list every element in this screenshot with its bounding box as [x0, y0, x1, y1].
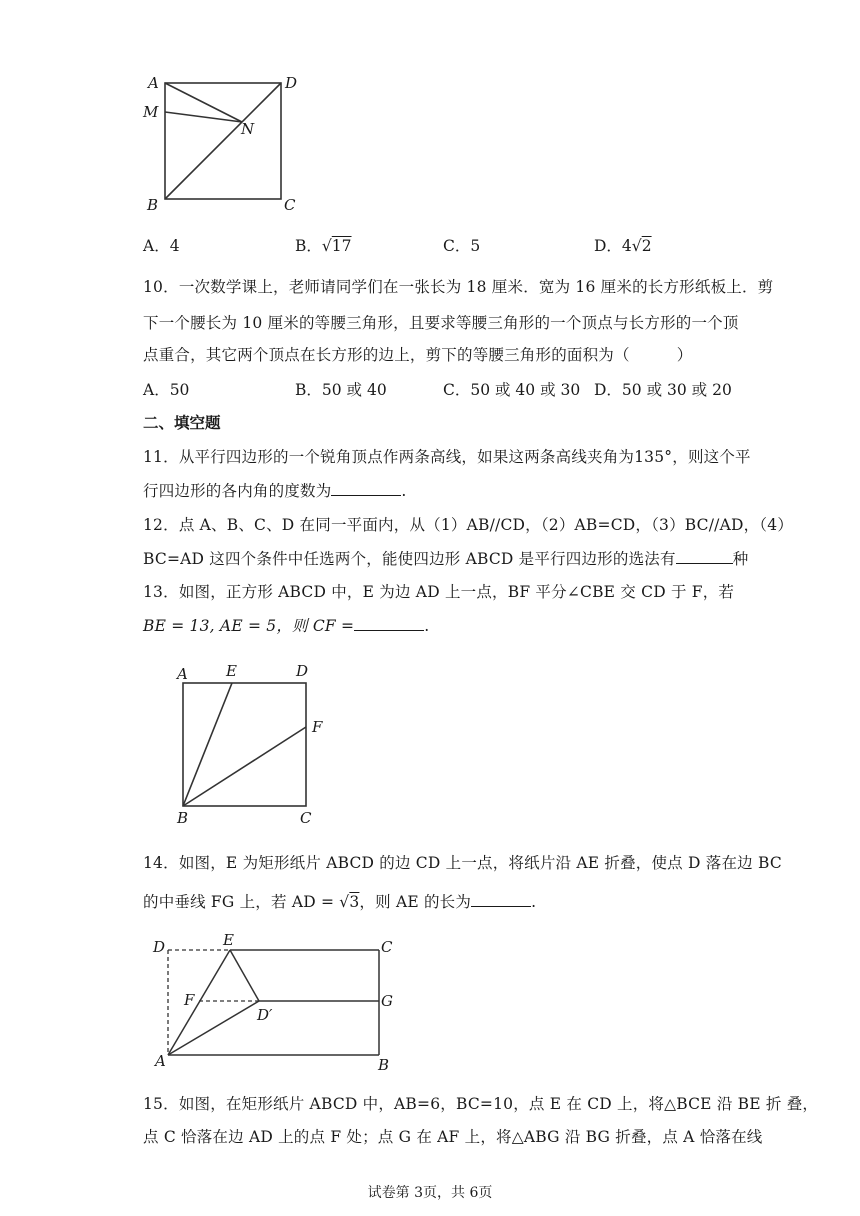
- segment-ed-prime: [230, 950, 259, 1001]
- diagonal-bd: [165, 83, 281, 199]
- square-abcd-2: [183, 683, 306, 806]
- q11-answer-blank[interactable]: [331, 481, 401, 496]
- q9-option-b: B．√17: [295, 237, 352, 255]
- segment-be: [183, 683, 232, 806]
- label-m: M: [143, 103, 159, 121]
- segment-bf: [183, 727, 306, 806]
- label-b-2: B: [177, 809, 189, 827]
- label-a: A: [148, 74, 159, 92]
- figure-square-mn: [138, 68, 308, 218]
- q13-line-2-text: BE = 13, AE = 5，则 CF =: [143, 617, 355, 635]
- label-d-prime-3: D′: [257, 1006, 273, 1024]
- q12-answer-blank[interactable]: [676, 549, 733, 564]
- label-n: N: [241, 120, 255, 138]
- q10-line-3: 点重合，其它两个顶点在长方形的边上，剪下的等腰三角形的面积为（ ）: [143, 346, 693, 364]
- q9-option-c: C．5: [443, 237, 481, 255]
- q14-line-2-post: ，则 AE 的长为: [359, 893, 472, 911]
- label-d: D: [285, 74, 298, 92]
- q11-line-1: 11．从平行四边形的一个锐角顶点作两条高线，如果这两条高线夹角为135°，则这个平: [143, 448, 751, 466]
- q10-option-b: B．50 或 40: [295, 381, 387, 399]
- q12-line-2-text: BC=AD 这四个条件中任选两个，能使四边形 ABCD 是平行四边形的选法有: [143, 550, 676, 568]
- q10-line-1: 10．一次数学课上，老师请同学们在一张长为 18 厘米．宽为 16 厘米的长方形纸板上．剪: [143, 278, 774, 296]
- section-heading-fill-in: 二、填空题: [143, 414, 221, 432]
- q14-line-2-end: .: [531, 893, 537, 911]
- q11-line-2-text: 行四边形的各内角的度数为: [143, 482, 332, 500]
- q11-line-2-end: .: [401, 482, 407, 500]
- label-c-3: C: [381, 938, 393, 956]
- label-b-3: B: [378, 1056, 390, 1074]
- label-d-3: D: [153, 938, 166, 956]
- q13-line-2: [143, 614, 429, 636]
- q9-option-a: A．4: [143, 237, 180, 255]
- q13-line-1: 13．如图，正方形 ABCD 中，E 为边 AD 上一点，BF 平分∠CBE 交 CD 于 F，若: [143, 583, 735, 601]
- q12-line-2: [143, 547, 748, 569]
- q12-line-2-end: 种: [732, 550, 749, 568]
- q11-line-2: [143, 479, 407, 501]
- label-c-2: C: [300, 809, 312, 827]
- q9-option-d-prefix: D．4: [594, 237, 632, 255]
- fold-ae: [168, 950, 230, 1055]
- q10-option-a: A．50: [143, 381, 190, 399]
- label-a-3: A: [155, 1052, 166, 1070]
- label-e-2: E: [226, 662, 237, 680]
- q9-option-d-radicand: 2: [641, 237, 652, 255]
- q12-line-1: 12．点 A、B、C、D 在同一平面内，从（1）AB//CD，（2）AB=CD，（3）BC//AD，（4）: [143, 516, 794, 534]
- label-g-3: G: [381, 992, 393, 1010]
- q15-line-1: 15．如图，在矩形纸片 ABCD 中，AB=6，BC=10，点 E 在 CD 上，将△BCE 沿 BE 折 叠，: [143, 1095, 819, 1113]
- label-f-3: F: [184, 991, 195, 1009]
- page-footer: 试卷第 3页，共 6页: [367, 1185, 493, 1201]
- figure-square-ef: [165, 656, 340, 831]
- q9-option-b-prefix: B．: [295, 237, 322, 255]
- q15-line-2: 点 C 恰落在边 AD 上的点 F 处；点 G 在 AF 上，将△ABG 沿 BG 折叠，点 A 恰落在线: [143, 1128, 763, 1146]
- q14-line-2-pre: 的中垂线 FG 上，若 AD =: [143, 893, 340, 911]
- label-b: B: [147, 196, 159, 214]
- label-d-2: D: [296, 662, 309, 680]
- q14-line-2: 的中垂线 FG 上，若 AD = √3，则 AE 的长为 .: [143, 893, 537, 911]
- q14-line-1: 14．如图，E 为矩形纸片 ABCD 的边 CD 上一点，将纸片沿 AE 折叠，使点 D 落在边 BC: [143, 854, 782, 872]
- q9-option-d: D．4√2: [594, 237, 652, 255]
- segment-an: [165, 83, 242, 122]
- figure-rectangle-fold: [145, 930, 405, 1075]
- label-a-2: A: [177, 665, 188, 683]
- q10-option-c: C．50 或 40 或 30: [443, 381, 581, 399]
- q10-line-2: 下一个腰长为 10 厘米的等腰三角形，且要求等腰三角形的一个顶点与长方形的一个顶: [143, 314, 739, 332]
- q14-line-2-radicand: 3: [349, 893, 360, 911]
- label-e-3: E: [223, 931, 234, 949]
- label-c: C: [284, 196, 296, 214]
- q10-option-d: D．50 或 30 或 20: [594, 381, 732, 399]
- q13-line-2-end: .: [424, 617, 430, 635]
- label-f-2: F: [312, 718, 323, 736]
- segment-ad-prime: [168, 1001, 259, 1055]
- q14-answer-blank[interactable]: [471, 892, 531, 907]
- q9-option-b-radicand: 17: [331, 237, 352, 255]
- q13-answer-blank[interactable]: [354, 616, 424, 631]
